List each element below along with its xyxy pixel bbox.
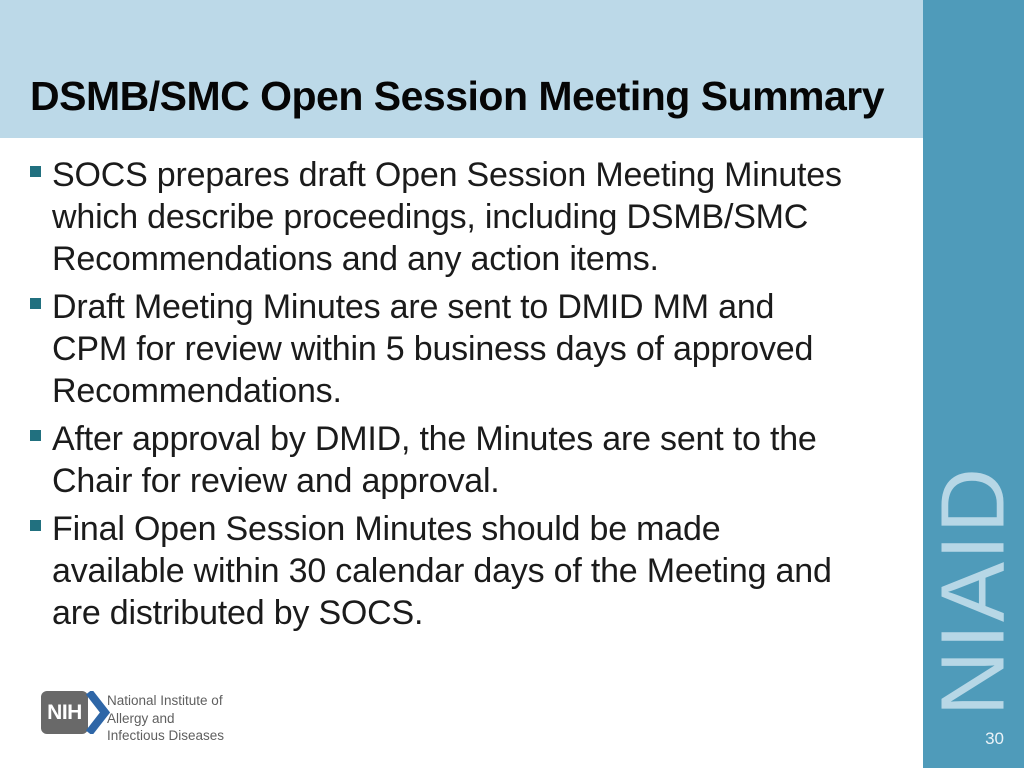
nih-org-name	[107, 692, 224, 745]
bullet-item	[30, 286, 910, 412]
page-title: DSMB/SMC Open Session Meeting Summary	[30, 73, 885, 119]
bullet-item	[30, 154, 910, 280]
bullet-square-icon	[30, 298, 41, 309]
nih-org-line: National Institute of	[107, 693, 223, 708]
bullet-square-icon	[30, 520, 41, 531]
bullet-square-icon	[30, 166, 41, 177]
bullet-line: CPM for review within 5 business days of approved	[52, 330, 814, 368]
bullet-line: Recommendations.	[52, 372, 342, 410]
bullet-line: Final Open Session Minutes should be made	[52, 510, 721, 548]
bullet-line: After approval by DMID, the Minutes are sent to the	[52, 420, 817, 458]
title-bar	[0, 0, 923, 138]
bullet-line: Chair for review and approval.	[52, 462, 500, 500]
page-number: 30	[985, 729, 1004, 748]
bullet-item	[30, 418, 910, 502]
sidebar-band	[923, 0, 1024, 768]
nih-org-line: Allergy and	[107, 710, 175, 726]
bullet-item	[30, 508, 910, 634]
bullet-line: which describe proceedings, including DSMB/SMC	[52, 198, 809, 236]
niaid-watermark: NIAID	[923, 465, 1023, 717]
bullet-line: available within 30 calendar days of the Meeting and	[52, 552, 832, 590]
nih-acronym: NIH	[47, 700, 82, 724]
bullet-square-icon	[30, 430, 41, 441]
bullet-line: Recommendations and any action items.	[52, 240, 659, 278]
niaid-watermark-area	[923, 438, 1024, 744]
bullet-line: are distributed by SOCS.	[52, 594, 424, 632]
bullet-line: SOCS prepares draft Open Session Meeting Minutes	[52, 156, 842, 194]
bullet-list	[30, 154, 910, 640]
nih-logo-box	[41, 691, 88, 734]
nih-org-line: Infectious Diseases	[107, 728, 225, 743]
bullet-line: Draft Meeting Minutes are sent to DMID MM and	[52, 288, 775, 326]
